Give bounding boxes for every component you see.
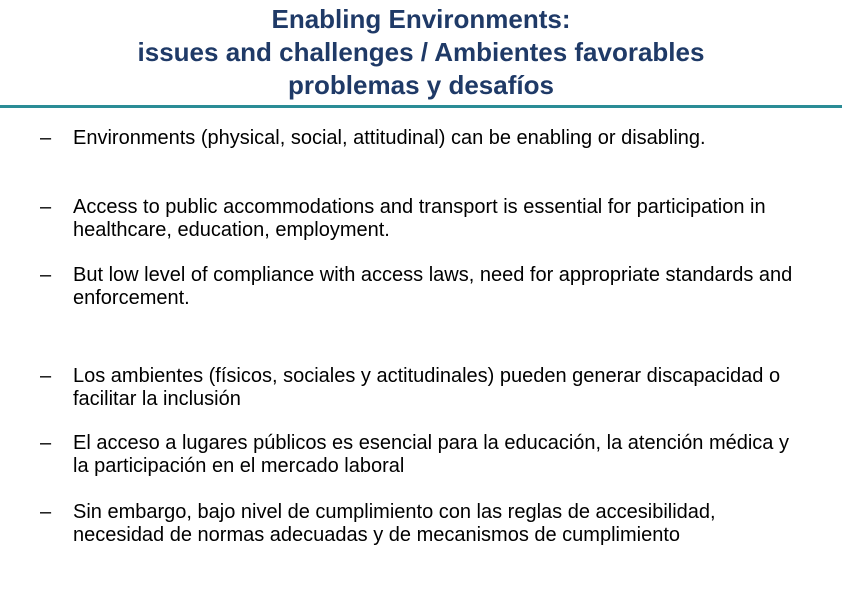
bullet-item	[40, 501, 810, 547]
slide-title	[0, 3, 842, 102]
bullet-text: Access to public accommodations and transport is essential for participation in healthcare, education, employment.	[73, 196, 766, 241]
bullet-text: Los ambientes (físicos, sociales y actitudinales) pueden generar discapacidad o facilitar la inclusión	[73, 365, 781, 410]
bullet-text: El acceso a lugares públicos es esencial para la educación, la atención médica y la participación en el mercado laboral	[73, 432, 789, 477]
bullet-item	[40, 127, 810, 150]
bullet-item	[40, 264, 810, 310]
bullet-text: Environments (physical, social, attitudinal) can be enabling or disabling.	[73, 127, 706, 149]
bullet-item	[40, 365, 810, 411]
bullet-marker: –	[40, 264, 52, 286]
bullet-marker: –	[40, 127, 52, 149]
bullet-text: Sin embargo, bajo nivel de cumplimiento con las reglas de accesibilidad, necesidad de normas adecuadas y de mecanismos de cumplimiento	[73, 501, 716, 546]
title-divider	[0, 105, 842, 108]
bullet-marker: –	[40, 432, 52, 454]
bullet-marker: –	[40, 196, 52, 218]
bullet-item	[40, 196, 810, 242]
bullet-marker: –	[40, 501, 52, 523]
title-line-2: issues and challenges / Ambientes favorables	[137, 37, 705, 67]
bullet-marker: –	[40, 365, 52, 387]
title-line-3: problemas y desafíos	[288, 70, 554, 100]
bullet-text: But low level of compliance with access laws, need for appropriate standards and enforcement.	[73, 264, 793, 309]
bullet-item	[40, 432, 810, 478]
title-line-1: Enabling Environments:	[271, 4, 571, 34]
